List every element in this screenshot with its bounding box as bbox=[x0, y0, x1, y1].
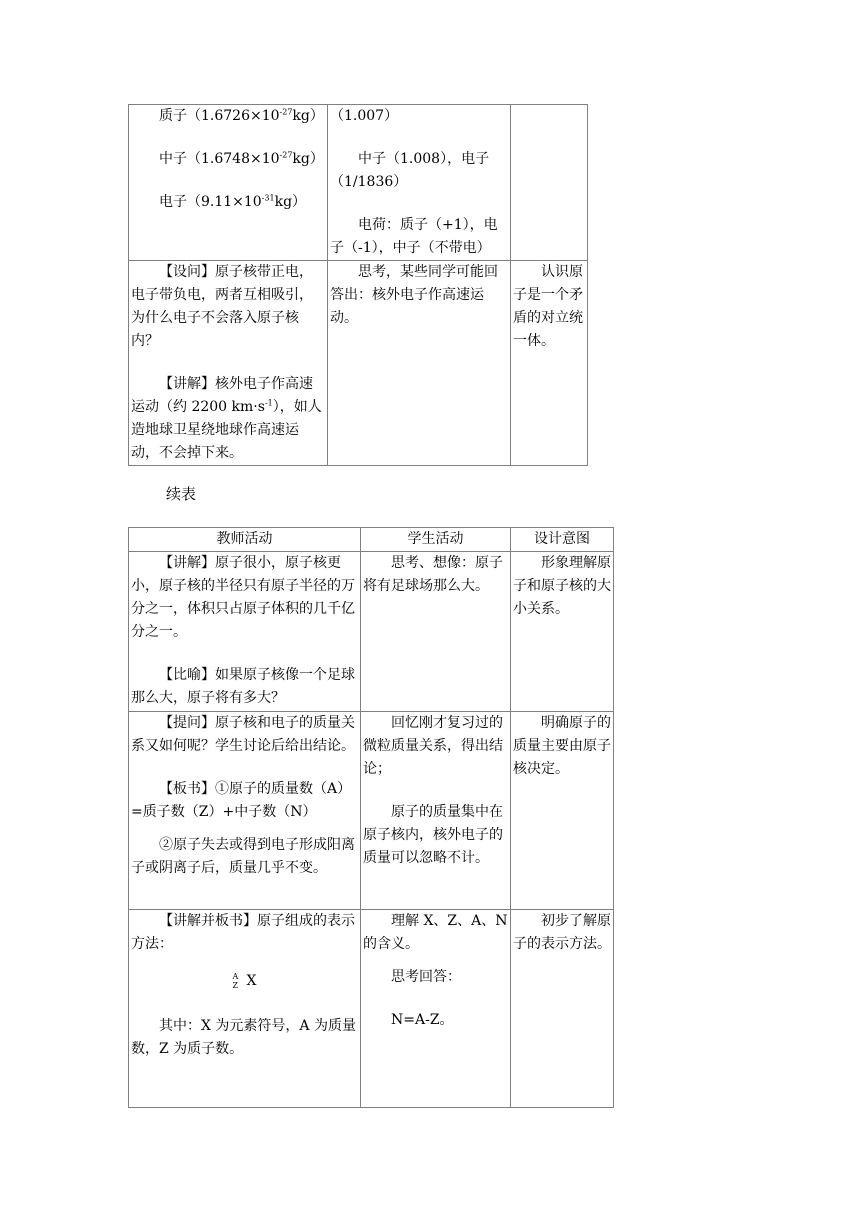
intent-cell bbox=[511, 712, 614, 910]
student-text: 思考、想像：原子将有足球场那么大。 bbox=[363, 555, 503, 594]
student-text-1: 回忆刚才复习过的微粒质量关系，得出结论； bbox=[363, 715, 503, 777]
intent-text: 初步了解原子的表示方法。 bbox=[513, 913, 611, 952]
mass-electron: 电子$(9.11\times 10^{-31}kg)$ bbox=[159, 193, 307, 210]
table-row bbox=[129, 261, 588, 466]
relative-mass-proton: （1.007） bbox=[330, 108, 399, 124]
mass-number-script: A bbox=[232, 972, 239, 981]
student-text-1: 理解 X、Z、A、N 的含义。 bbox=[363, 913, 508, 952]
explanation-text: 【讲解】核外电子作高速运动（约 2200 $km\cdot s^{-1}$），如人造地球卫星绕地球作高速运动，不会掉下来。 bbox=[131, 376, 322, 461]
explanation-text: 【讲解】原子很小，原子核更小，原子核的半径只有原子半径的万分之一，体积只占原子体积的几千亿分之一。 bbox=[131, 555, 355, 640]
continued-label: 续表 bbox=[166, 485, 197, 503]
student-text-2: 思考回答： bbox=[391, 969, 461, 985]
table-header-row bbox=[129, 528, 614, 552]
table-row bbox=[129, 552, 614, 712]
student-text: 思考，某些同学可能回答出：核外电子作高速运动。 bbox=[330, 264, 498, 326]
intent-cell bbox=[511, 552, 614, 712]
student-text-2: 原子的质量集中在原子核内，核外电子的质量可以忽略不计。 bbox=[363, 804, 503, 866]
student-cell bbox=[328, 261, 511, 466]
notation-explanation: 其中：X 为元素符号，A 为质量数，Z 为质子数。 bbox=[131, 1018, 356, 1057]
question-text: 【设问】原子核带正电，电子带负电，两者互相吸引，为什么电子不会落入原子核内？ bbox=[131, 264, 313, 349]
header-teacher: 教师活动 bbox=[129, 528, 361, 552]
student-cell bbox=[361, 552, 511, 712]
element-symbol: X bbox=[246, 973, 257, 989]
intent-cell bbox=[511, 261, 588, 466]
student-cell bbox=[361, 712, 511, 910]
teacher-cell bbox=[129, 910, 361, 1108]
student-cell bbox=[361, 910, 511, 1108]
table-row bbox=[129, 712, 614, 910]
charge-text: 电荷：质子（+1），电子（-1），中子（不带电） bbox=[330, 217, 498, 256]
mass-proton: 质子$(1.6726\times 10^{-27}kg)$ bbox=[159, 107, 324, 124]
atom-notation-scripts bbox=[233, 971, 247, 991]
intent-cell bbox=[511, 910, 614, 1108]
header-intent: 设计意图 bbox=[511, 528, 614, 552]
teacher-cell bbox=[129, 105, 328, 261]
question-text: 【提问】原子核和电子的质量关系又如何呢？学生讨论后给出结论。 bbox=[131, 715, 355, 754]
teacher-cell bbox=[129, 261, 328, 466]
table-row bbox=[129, 105, 588, 261]
intent-text: 认识原子是一个矛盾的对立统一体。 bbox=[513, 264, 583, 349]
student-cell bbox=[328, 105, 511, 261]
board-text-2: ②原子失去或得到电子形成阳离子或阴离子后，质量几乎不变。 bbox=[131, 837, 355, 876]
mass-neutron: 中子$(1.6748\times 10^{-27}kg)$ bbox=[159, 150, 324, 167]
atomic-number-script: Z bbox=[232, 981, 239, 990]
intent-text: 明确原子的质量主要由原子核决定。 bbox=[513, 715, 611, 777]
relative-mass-others: 中子（1.008），电子（1/1836） bbox=[330, 151, 490, 190]
teacher-cell bbox=[129, 552, 361, 712]
intent-cell bbox=[511, 105, 588, 261]
lesson-table-part1 bbox=[128, 104, 588, 466]
metaphor-text: 【比喻】如果原子核像一个足球那么大，原子将有多大？ bbox=[131, 667, 355, 706]
intent-text: 形象理解原子和原子核的大小关系。 bbox=[513, 555, 611, 617]
student-text-3: N=A-Z。 bbox=[391, 1012, 454, 1028]
header-student: 学生活动 bbox=[361, 528, 511, 552]
atom-notation bbox=[131, 970, 358, 993]
table-row bbox=[129, 910, 614, 1108]
teacher-cell bbox=[129, 712, 361, 910]
explanation-text: 【讲解并板书】原子组成的表示方法： bbox=[131, 913, 355, 952]
lesson-table-part2 bbox=[128, 527, 614, 1108]
board-text: 【板书】①原子的质量数（A）=质子数（Z）+中子数（N） bbox=[131, 781, 352, 820]
